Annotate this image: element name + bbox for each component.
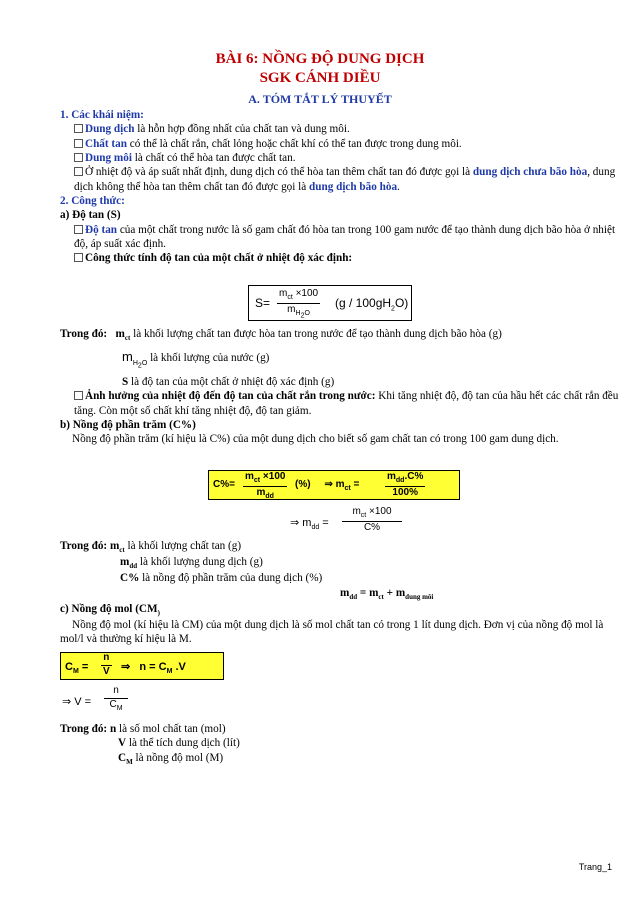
- checkbox-bullet-icon: [74, 167, 83, 176]
- checkbox-bullet-icon: [74, 139, 83, 148]
- checkbox-bullet-icon: [74, 253, 83, 262]
- molar-formula: $C_M$ = $\frac{n}{V}$ ⇒ $n = C_M$ .V: [60, 652, 224, 680]
- page-subtitle: SGK CÁNH DIỀU: [259, 70, 381, 86]
- solubility-heading: a) Độ tan (S): [60, 209, 121, 222]
- concepts-section: [60, 108, 620, 266]
- checkbox-bullet-icon: [74, 153, 83, 162]
- solubility-formula: S= $m_{ct} \times 100$ $m_{H_2O}$ $(g / 100gH_2O)$: [248, 285, 412, 321]
- document-page: BÀI 6: NỒNG ĐỘ DUNG DỊCH SGK CÁNH DIỀU A. TÓM TẮT LÝ THUYẾT 1. Các khái niệm: Dung dịch là hỗn hợp đồng nhất của chất tan và dung môi. Chất tan có thể là chất rắn, chất lỏng hoặc chất khí có thể tan được trong dung môi. Dung môi là chất có thể hòa tan được chất tan. Ở nhiệt độ và áp suất nhất định, dung dịch có thể hòa tan thêm chất tan đó được gọi là dung dịch chưa bão hòa, dung dịch không thể hòa tan thêm chất tan đó được gọi là dung dịch bão hòa. 2. Công thức: a) Độ tan (S) Độ tan của một chất trong nước là số gam chất đó hòa tan trong 100 gam nước để tạo thành dung dịch bão hòa ở nhiệt độ, áp suất xác định. Công thức tính độ tan của một chất ở nhiệt độ xác định: S= $m_{ct} \times 100$ $m_{H_2O}$ $(g / 100gH_2O)$ Trong đó: $m_{ct}$ là khối lượng chất tan được hòa tan trong nước để tạo thành dung dịch bão hòa (g) $m_{H_2O}$ là khối lượng của nước (g) S là độ tan của một chất ở nhiệt độ xác định (g) Ảnh hưởng của nhiệt độ đến độ tan của chất rắn trong nước: Khi tăng nhiệt độ, độ tan của hầu hết các chất rắn đều tăng. Còn một số chất khí tăng nhiệt độ, độ tan giảm. b) Nồng độ phần trăm (C%) Nồng độ phần trăm (kí hiệu là C%) của một dung dịch cho biết số gam chất tan có trong 100 gam dung dịch. C%= $m_{ct} \times 100$ $m_{dd}$ (%) ⇒ $m_{ct}$ = $m_{dd}.C\%$ 100% ⇒ $m_{dd}$ = $m_{ct} \times 100$ C% Trong đó: $m_{ct}$ là khối lượng chất tan (g) $m_{dd}$ là khối lượng dung dịch (g) C% là nồng độ phần trăm của dung dịch (%) $m_{dd} = m_{ct} + m_{dung môi}$ c) Nồng độ mol ($CM_)$ Nồng độ mol (kí hiệu là CM) của một dung dịch là số mol chất tan có trong 1 lít dung dịch. Đơn vị của nồng độ mol là mol/l và thường kí hiệu là M. $C_M$ = $\frac{n}{V}$ ⇒ $n = C_M$ .V ⇒ V = $\frac{n}{C_M}$ Trong đó: n là số mol chất tan (mol) V là thể tích dung dịch (lít) $C_M$ là nồng độ mol (M) Trang_1: [0, 0, 640, 905]
- percent-formula: C%= $m_{ct} \times 100$ $m_{dd}$ (%) ⇒ $m_{ct}$ = $m_{dd}.C\%$ 100%: [208, 470, 460, 500]
- page-number: Trang_1: [578, 862, 612, 872]
- percent-heading: b) Nồng độ phần trăm (C%): [60, 419, 196, 432]
- solubility-formula-label: Công thức tính độ tan của một chất ở nhiệt độ xác định:: [60, 251, 620, 265]
- concept-item: Dung dịch là hỗn hợp đồng nhất của chất tan và dung môi.: [60, 122, 620, 136]
- solubility-definition: Độ tan của một chất trong nước là số gam chất đó hòa tan trong 100 gam nước để tạo thành dung dịch bão hòa ở nhiệt độ, áp suất xác định.: [74, 223, 616, 250]
- concept-item: Chất tan có thể là chất rắn, chất lỏng hoặc chất khí có thể tan được trong dung môi.: [60, 137, 620, 151]
- molar-heading: c) Nồng độ mol ($CM_)$: [60, 602, 160, 618]
- checkbox-bullet-icon: [74, 225, 83, 234]
- molar-where: Trong đó: n là số mol chất tan (mol) V là thể tích dung dịch (lít) $C_M$ là nồng độ mol (M): [60, 723, 240, 766]
- concept-item: Ở nhiệt độ và áp suất nhất định, dung dịch có thể hòa tan thêm chất tan đó được gọi là dung dịch chưa bão hòa, dung dịch không thể hòa tan thêm chất tan đó được gọi là dung dịch bão hòa.: [74, 166, 616, 193]
- formulas-heading: 2. Công thức:: [60, 194, 125, 207]
- checkbox-bullet-icon: [74, 124, 83, 133]
- concept-item: Dung môi là chất có thể hòa tan được chất tan.: [60, 151, 620, 165]
- page-title: BÀI 6: NỒNG ĐỘ DUNG DỊCH: [215, 51, 425, 67]
- concepts-heading: 1. Các khái niệm:: [60, 109, 144, 121]
- checkbox-bullet-icon: [74, 391, 83, 400]
- solubility-where: Trong đó: $m_{ct}$ là khối lượng chất tan được hòa tan trong nước để tạo thành dung dịch bão hòa (g) $m_{H_2O}$ là khối lượng của nước (g) S là độ tan của một chất ở nhiệt độ xác định (g) Ảnh hưởng của nhiệt độ đến độ tan của chất rắn trong nước: Khi tăng nhiệt độ, độ tan của hầu hết các chất rắn đều tăng. Còn một số chất khí tăng nhiệt độ, độ tan giảm. b) Nồng độ phần trăm (C%) Nồng độ phần trăm (kí hiệu là C%) của một dung dịch cho biết số gam chất tan có trong 100 gam dung dịch.: [60, 328, 619, 446]
- percent-where: Trong đó: $m_{ct}$ là khối lượng chất tan (g) $m_{dd}$ là khối lượng dung dịch (g) C% là nồng độ phần trăm của dung dịch (%) $m_{dd} = m_{ct} + m_{dung môi}$ c) Nồng độ mol ($CM_)$ Nồng độ mol (kí hiệu là CM) của một dung dịch là số mol chất tan có trong 1 lít dung dịch. Đơn vị của nồng độ mol là mol/l và thường kí hiệu là M.: [60, 539, 620, 647]
- section-a-heading: A. TÓM TẮT LÝ THUYẾT: [248, 92, 392, 106]
